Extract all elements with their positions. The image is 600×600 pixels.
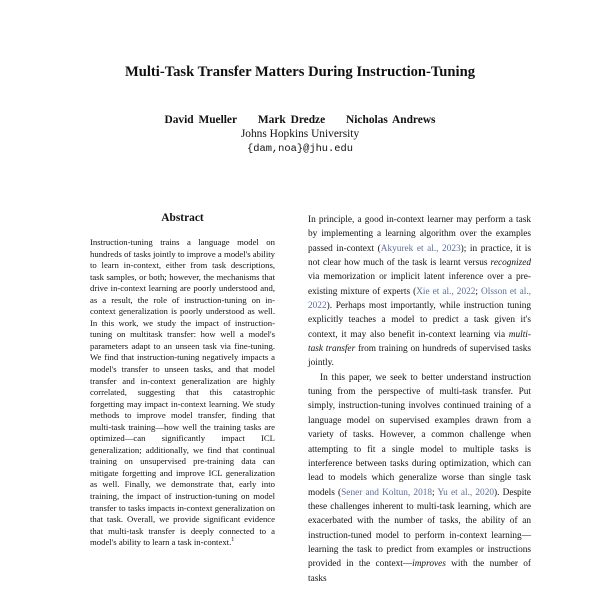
- author-name: Nicholas Andrews: [346, 114, 436, 126]
- body-text: with the number of tasks: [308, 559, 531, 584]
- citation-link[interactable]: Xie et al., 2022: [416, 286, 476, 297]
- affiliation: Johns Hopkins University: [240, 128, 360, 140]
- body-text: via memorization or implicit latent inference over a pre-existing mixture of experts (: [308, 272, 531, 297]
- author-name: Mark Dredze: [257, 114, 326, 126]
- body-text: ). Perhaps most importantly, while instruction tuning explicitly teaches a model to predict a task given it's context, it may also benefit in-context learning via: [308, 301, 531, 340]
- body-text: ); in practice, it is not clear how much of the task is learnt versus: [308, 243, 531, 269]
- body-paragraph: [308, 371, 531, 586]
- author-name: David Mueller: [164, 114, 238, 126]
- body-paragraph: [308, 213, 531, 371]
- abstract-body: [90, 237, 275, 549]
- emphasis-text: recognized: [490, 258, 531, 269]
- paper-title: Multi-Task Transfer Matters During Instruction-Tuning: [124, 64, 476, 80]
- body-text: ;: [432, 487, 438, 498]
- author-list: [0, 114, 600, 126]
- citation-link[interactable]: Olsson et al., 2022: [308, 286, 532, 312]
- body-text: from training on hundreds of supervised tasks jointly.: [308, 344, 531, 369]
- citation-link[interactable]: Akyurek et al., 2023: [380, 243, 461, 254]
- emphasis-text: improves: [412, 559, 446, 570]
- citation-link[interactable]: Sener and Koltun, 2018: [341, 487, 433, 498]
- abstract-heading: Abstract: [161, 212, 204, 224]
- body-text: In principle, a good in-context learner may perform a task by implementing a learning algorithm over the examples passed in-context (: [308, 215, 531, 254]
- abstract-text: Instruction-tuning trains a language model on hundreds of tasks jointly to improve a model's ability to learn in-context, either from task descriptions, task samples, or both; however, the mechanisms that drive in-context learning are poorly understood and, as a result, the role of instruction-tuning on in-context generalization is poorly understood as well. In this work, we study the impact of instruction-tuning on multitask transfer: how well a model's parameters adapt to an unseen task via fine-tuning. We find that instruction-tuning negatively impacts a model's transfer to unseen tasks, and that model transfer and in-context generalization are highly correlated, suggesting that this catastrophic forgetting may impact in-context learning. We study methods to improve model transfer, finding that multi-task training—how well the training tasks are optimized—can significantly impact ICL generalization; additionally, we find that continual training on unsupervised pre-training data can mitigate forgetting and improve ICL generalization as well. Finally, we demonstrate that, early into training, the impact of instruction-tuning on model transfer to tasks impacts in-context generalization on that task. Overall, we provide significant evidence that multi-task transfer is deeply connected to a model's ability to learn a task in-context.: [90, 237, 275, 548]
- body-column-right: [308, 213, 531, 586]
- emphasis-text: multi-task transfer: [308, 329, 531, 355]
- body-text: ). Despite these challenges inherent to multi-task learning, which are exacerbated with the number of tasks, the ability of an instruction-tuned model to perform in-context learning—learning the task to predict from examples or instructions provided in the context—: [308, 487, 532, 570]
- citation-link[interactable]: Yu et al., 2020: [437, 487, 494, 498]
- body-text: In this paper, we seek to better understand instruction tuning from the perspective of multi-task transfer. Put simply, instruction-tuning involves continued training of a language model on supervised examples drawn from a variety of tasks. However, a common challenge when attempting to fit a single model to multiple tasks is interference between tasks during optimization, which can lead to models which generalize worse than single task models (: [308, 372, 531, 498]
- author-email: {dam,noa}@jhu.edu: [246, 143, 353, 155]
- footnote-marker[interactable]: 1: [231, 537, 235, 544]
- body-text: ;: [475, 286, 482, 297]
